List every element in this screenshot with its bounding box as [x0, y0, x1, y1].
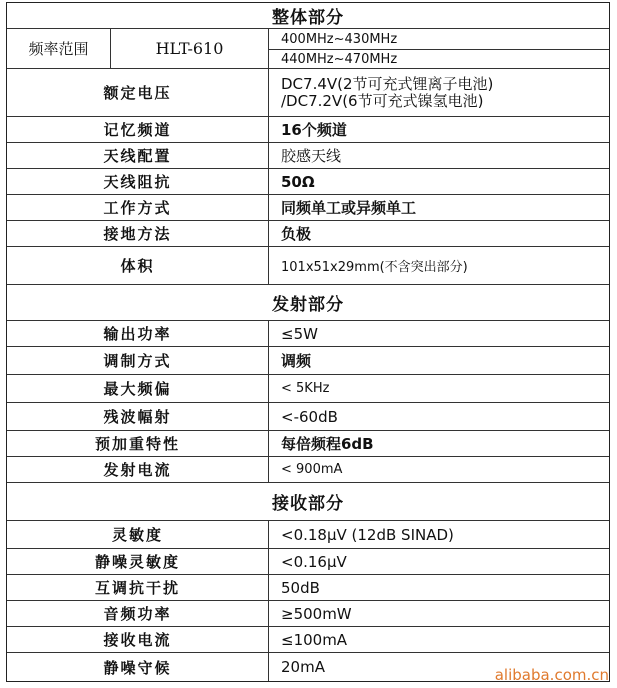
section-header-transmit: [7, 285, 609, 321]
spec-label: 频率范围: [7, 29, 111, 68]
spec-row: [7, 221, 609, 247]
spec-label: 接地方法: [7, 221, 269, 246]
spec-value: ≤100mA: [281, 630, 348, 649]
spec-value: 调频: [281, 352, 312, 370]
spec-value: 负极: [281, 225, 312, 243]
spec-label: 音频功率: [7, 601, 269, 626]
section-title: 发射部分: [272, 295, 344, 315]
frequency-range-2: 440MHz~470MHz: [281, 51, 398, 67]
spec-row: [7, 117, 609, 143]
spec-label: 天线配置: [7, 143, 269, 168]
spec-value: < 5KHz: [281, 381, 330, 396]
spec-value-line: DC7.4V(2节可充式锂离子电池): [281, 74, 494, 93]
spec-label: 静噪灵敏度: [7, 549, 269, 574]
spec-value: 50dB: [281, 578, 320, 597]
spec-label: 输出功率: [7, 321, 269, 346]
spec-value: < 900mA: [281, 462, 343, 477]
spec-label: 接收电流: [7, 627, 269, 652]
spec-label: 最大频偏: [7, 375, 269, 402]
spec-row: [7, 169, 609, 195]
spec-row: [7, 521, 609, 549]
section-header-receive: [7, 483, 609, 521]
model-number: HLT-610: [111, 29, 269, 68]
watermark: alibaba.com.cn: [494, 666, 609, 684]
spec-label: 记忆频道: [7, 117, 269, 142]
section-title: 接收部分: [272, 494, 344, 514]
spec-value: 每倍频程6dB: [281, 435, 374, 453]
spec-row: [7, 403, 609, 431]
spec-row: [7, 195, 609, 221]
section-title: 整体部分: [272, 8, 344, 28]
spec-label: 发射电流: [7, 457, 269, 482]
spec-value-line: /DC7.2V(6节可充式镍氢电池): [281, 91, 484, 110]
spec-label: 体积: [7, 247, 269, 284]
spec-row: [7, 375, 609, 403]
spec-row: [7, 601, 609, 627]
spec-value: 同频单工或异频单工: [281, 199, 417, 217]
spec-value: 16个频道: [281, 121, 347, 139]
spec-label: 静噪守候: [7, 653, 269, 681]
spec-value: 50Ω: [281, 172, 315, 191]
spec-row: [7, 627, 609, 653]
spec-row: [7, 457, 609, 483]
spec-row: [7, 575, 609, 601]
spec-value: <0.16μV: [281, 552, 347, 571]
spec-value: ≥500mW: [281, 604, 352, 623]
spec-value: <-60dB: [281, 407, 338, 426]
spec-row: [7, 431, 609, 457]
spec-row: [7, 69, 609, 117]
spec-row-frequency: [7, 29, 609, 69]
spec-value: 20mA: [281, 658, 325, 676]
spec-value: 101x51x29mm(不含突出部分): [281, 260, 468, 275]
section-header-overall: [7, 3, 609, 29]
spec-label: 额定电压: [7, 69, 269, 116]
spec-label: 灵敏度: [7, 521, 269, 548]
spec-row: [7, 143, 609, 169]
spec-label: 预加重特性: [7, 431, 269, 456]
spec-label: 天线阻抗: [7, 169, 269, 194]
spec-row: [7, 321, 609, 347]
spec-row: [7, 247, 609, 285]
spec-label: 调制方式: [7, 347, 269, 374]
spec-label: 互调抗干扰: [7, 575, 269, 600]
spec-value: [281, 69, 603, 116]
spec-row: [7, 549, 609, 575]
spec-table: [6, 2, 610, 682]
spec-value: <0.18μV (12dB SINAD): [281, 525, 454, 544]
spec-value: 胶感天线: [281, 147, 342, 165]
spec-row: [7, 347, 609, 375]
spec-label: 残波幅射: [7, 403, 269, 430]
spec-label: 工作方式: [7, 195, 269, 220]
frequency-range-1: 400MHz~430MHz: [269, 29, 609, 50]
spec-value: ≤5W: [281, 324, 318, 343]
